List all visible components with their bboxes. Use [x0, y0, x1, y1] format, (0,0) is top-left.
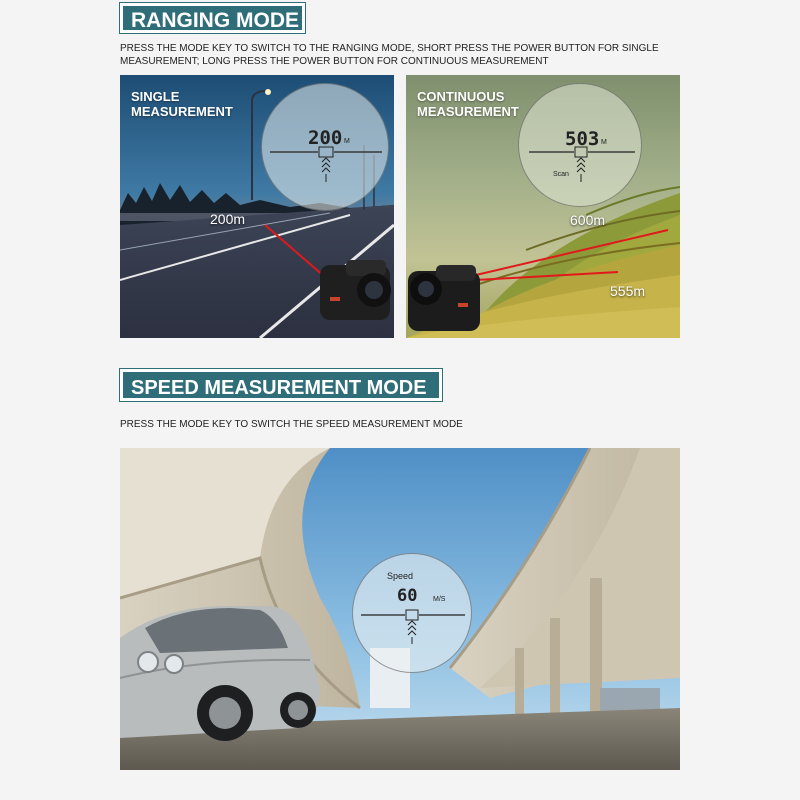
ranging-mode-heading	[120, 3, 305, 33]
reticle-icon	[519, 84, 643, 208]
continuous-distance-label-a: 600m	[570, 212, 606, 228]
single-distance-label: 200m	[210, 211, 246, 227]
continuous-measurement-label: CONTINUOUS MEASUREMENT	[417, 89, 519, 119]
continuous-measurement-panel	[406, 75, 680, 338]
continuous-distance-label-b: 555m	[610, 283, 646, 299]
continuous-measurement-lcd	[518, 83, 642, 207]
single-display-unit: M	[344, 138, 350, 145]
speed-mode-heading	[120, 369, 442, 401]
speed-mode-description: PRESS THE MODE KEY TO SWITCH THE SPEED MEASUREMENT MODE	[120, 419, 463, 430]
speed-mode-title: SPEED MEASUREMENT MODE	[131, 377, 427, 399]
continuous-display-value: 503	[565, 128, 600, 150]
scan-indicator: Scan	[553, 171, 569, 178]
reticle-icon	[262, 84, 390, 212]
single-display-value: 200	[308, 127, 343, 149]
speed-display-value: 60	[397, 586, 418, 606]
single-measurement-panel	[120, 75, 394, 338]
reticle-icon	[353, 554, 473, 674]
continuous-display-unit: M	[601, 139, 607, 146]
single-measurement-label: SINGLE MEASUREMENT	[131, 89, 233, 119]
speed-display-unit: M/S	[433, 596, 446, 603]
single-measurement-lcd	[261, 83, 389, 211]
ranging-mode-description: PRESS THE MODE KEY TO SWITCH TO THE RANGING MODE, SHORT PRESS THE POWER BUTTON FOR SINGLE MEASUREMENT; LONG PRESS THE POWER BUTTON FOR CONTINUOUS MEASUREMENT	[120, 43, 659, 67]
speed-display-label: Speed	[387, 571, 414, 581]
speed-lcd	[352, 553, 472, 673]
ranging-mode-title: RANGING MODE	[131, 9, 299, 32]
speed-measurement-panel	[120, 448, 680, 770]
